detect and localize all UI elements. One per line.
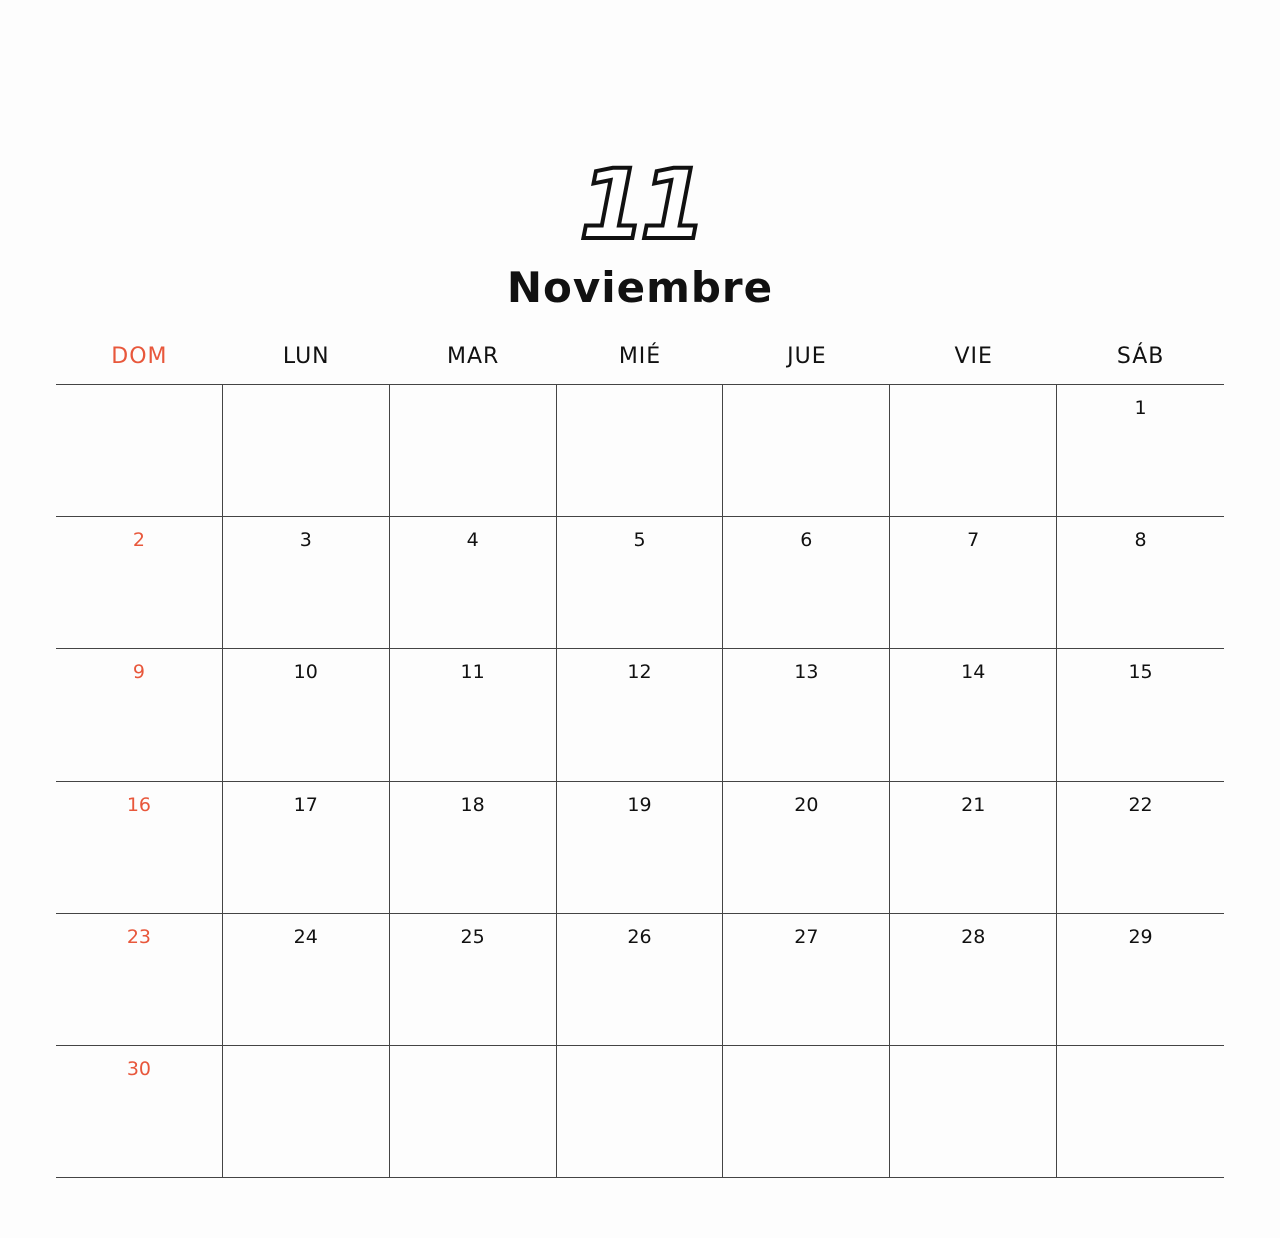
empty-day-cell xyxy=(890,1046,1057,1178)
empty-day-cell xyxy=(223,1046,390,1178)
weekday-wednesday: MIÉ xyxy=(618,344,662,369)
weekday-monday: LUN xyxy=(282,344,330,369)
day-cell[interactable]: 5 xyxy=(557,517,724,649)
weekday-sunday: DOM xyxy=(111,344,168,369)
day-cell[interactable]: 1 xyxy=(1057,385,1224,517)
day-cell[interactable]: 23 xyxy=(56,914,223,1046)
day-cell[interactable]: 6 xyxy=(723,517,890,649)
day-cell[interactable]: 24 xyxy=(223,914,390,1046)
day-cell[interactable]: 14 xyxy=(890,649,1057,781)
day-cell[interactable]: 9 xyxy=(56,649,223,781)
empty-day-cell xyxy=(223,385,390,517)
day-cell[interactable]: 26 xyxy=(557,914,724,1046)
weekday-thursday: JUE xyxy=(787,344,827,369)
empty-day-cell xyxy=(723,1046,890,1178)
day-cell[interactable]: 2 xyxy=(56,517,223,649)
day-cell[interactable]: 8 xyxy=(1057,517,1224,649)
month-number: 11 xyxy=(579,149,701,261)
day-cell[interactable]: 3 xyxy=(223,517,390,649)
day-cell[interactable]: 22 xyxy=(1057,782,1224,914)
day-cell[interactable]: 25 xyxy=(390,914,557,1046)
day-cell[interactable]: 15 xyxy=(1057,649,1224,781)
empty-day-cell xyxy=(390,385,557,517)
day-cell[interactable]: 11 xyxy=(390,649,557,781)
day-cell[interactable]: 30 xyxy=(56,1046,223,1178)
day-cell[interactable]: 12 xyxy=(557,649,724,781)
day-cell[interactable]: 4 xyxy=(390,517,557,649)
empty-day-cell xyxy=(723,385,890,517)
weekday-friday: VIE xyxy=(954,344,993,369)
empty-day-cell xyxy=(390,1046,557,1178)
day-cell[interactable]: 17 xyxy=(223,782,390,914)
day-cell[interactable]: 28 xyxy=(890,914,1057,1046)
day-cell[interactable]: 10 xyxy=(223,649,390,781)
weekday-header-row xyxy=(56,335,1224,383)
day-cell[interactable]: 16 xyxy=(56,782,223,914)
weekday-saturday: SÁB xyxy=(1116,344,1165,369)
month-title: Noviembre xyxy=(506,263,774,312)
empty-day-cell xyxy=(557,385,724,517)
empty-day-cell xyxy=(890,385,1057,517)
day-cell[interactable]: 29 xyxy=(1057,914,1224,1046)
weekday-tuesday: MAR xyxy=(446,344,500,369)
day-cell[interactable]: 7 xyxy=(890,517,1057,649)
day-cell[interactable]: 20 xyxy=(723,782,890,914)
day-cell[interactable]: 18 xyxy=(390,782,557,914)
day-cell[interactable]: 21 xyxy=(890,782,1057,914)
calendar-grid xyxy=(56,384,1224,1178)
day-cell[interactable]: 27 xyxy=(723,914,890,1046)
day-cell[interactable]: 13 xyxy=(723,649,890,781)
empty-day-cell xyxy=(557,1046,724,1178)
empty-day-cell xyxy=(1057,1046,1224,1178)
day-cell[interactable]: 19 xyxy=(557,782,724,914)
empty-day-cell xyxy=(56,385,223,517)
